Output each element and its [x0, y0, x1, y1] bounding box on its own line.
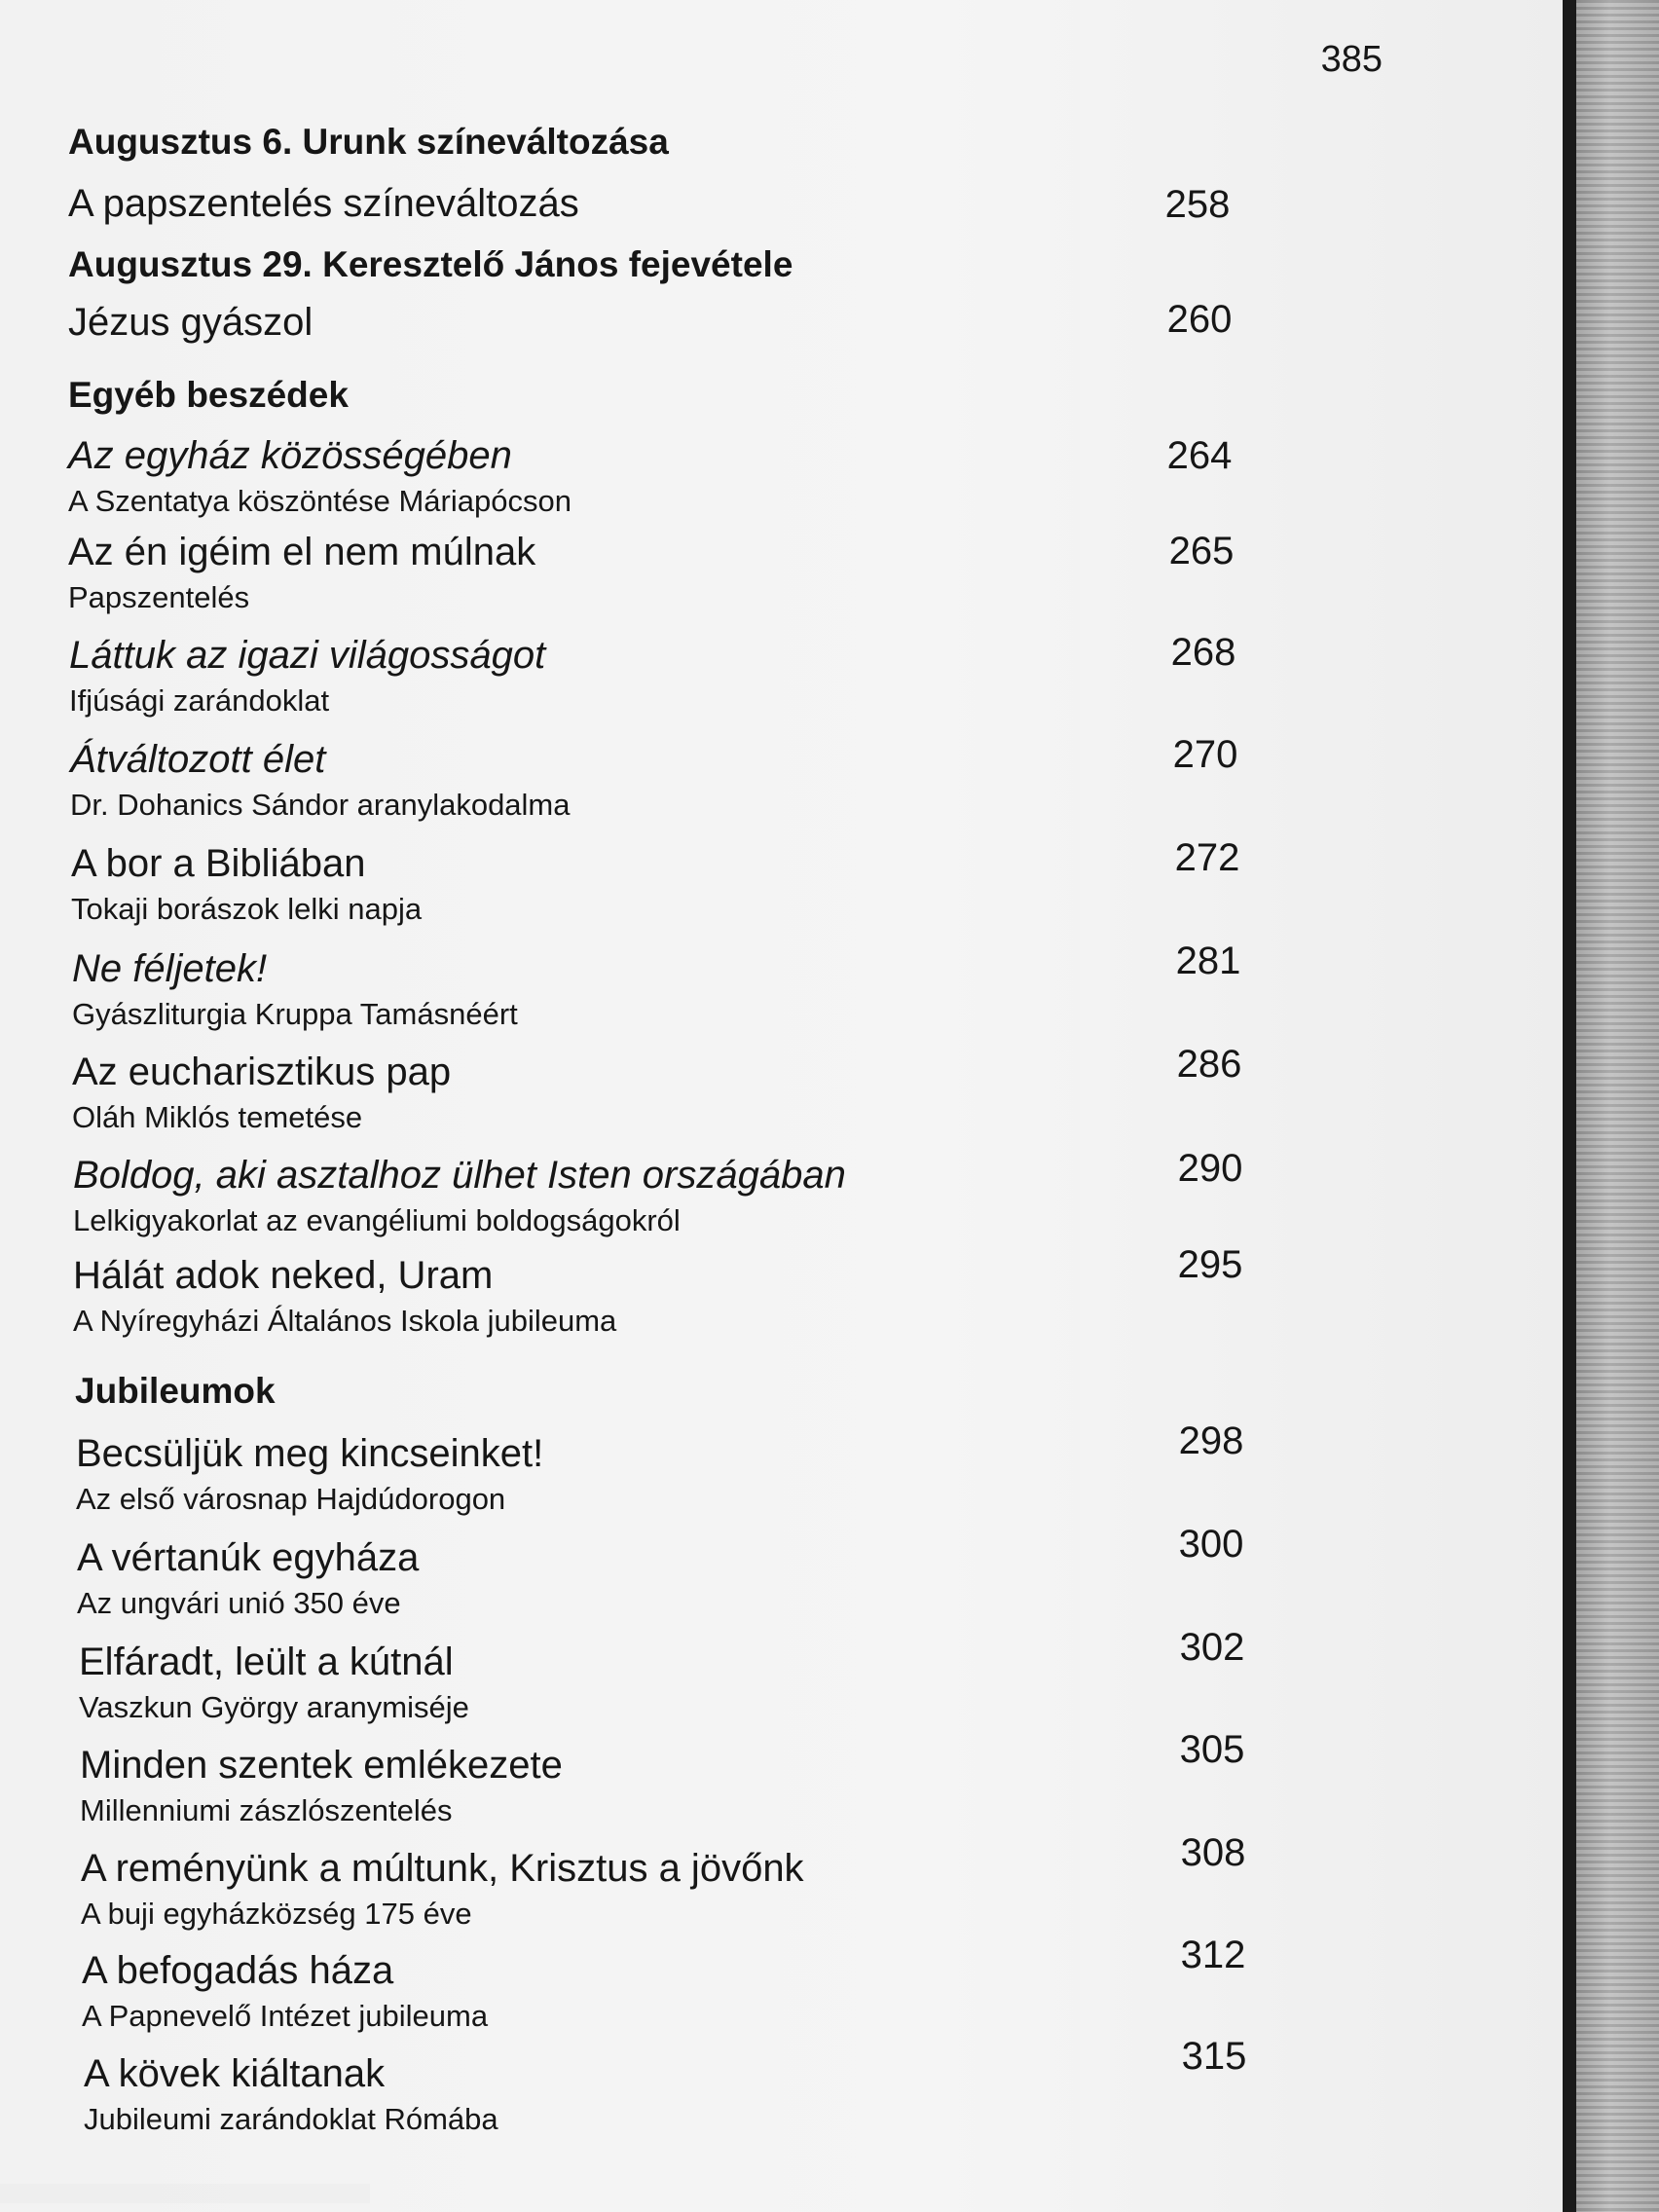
entry-title: Ne féljetek! — [72, 947, 268, 990]
entry-title: A papszentelés színeváltozás — [68, 182, 579, 225]
entry-page: 305 — [1179, 1728, 1245, 1771]
entry-title: Becsüljük meg kincseinket! — [76, 1432, 544, 1475]
entry-title: Boldog, aki asztalhoz ülhet Isten országában — [73, 1154, 846, 1197]
entry-title: A kövek kiáltanak — [84, 2052, 386, 2095]
entry-page: 270 — [1172, 733, 1238, 776]
entry-page: 281 — [1175, 940, 1241, 982]
entry-subtitle: A buji egyházközség 175 éve — [81, 1897, 472, 1931]
entry-title: A bor a Bibliában — [71, 842, 366, 885]
entry-page: 300 — [1178, 1523, 1244, 1566]
entry-title: Hálát adok neked, Uram — [73, 1254, 494, 1297]
entry-title: Láttuk az igazi világosságot — [69, 634, 546, 677]
entry-subtitle: Lelkigyakorlat az evangéliumi boldogságokról — [73, 1203, 681, 1237]
entry-page: 268 — [1170, 631, 1236, 674]
watermark-graphic — [0, 2184, 370, 2203]
entry-subtitle: Jubileumi zarándoklat Rómába — [84, 2102, 498, 2136]
entry-page: 295 — [1177, 1243, 1243, 1286]
entry-page: 312 — [1180, 1934, 1246, 1976]
entry-subtitle: Papszentelés — [68, 580, 250, 614]
book-cover-edge — [1576, 0, 1659, 2212]
entry-page: 272 — [1174, 836, 1240, 879]
entry-title: Elfáradt, leült a kútnál — [79, 1641, 454, 1683]
section-heading-text: Jubileumok — [75, 1371, 276, 1411]
entry-title: Minden szentek emlékezete — [80, 1744, 563, 1787]
entry-subtitle: Az ungvári unió 350 éve — [77, 1586, 401, 1620]
entry-title: A befogadás háza — [82, 1949, 394, 1992]
entry-subtitle: Millenniumi zászlószentelés — [80, 1793, 453, 1827]
entry-subtitle: Oláh Miklós temetése — [72, 1100, 363, 1134]
entry-subtitle: A Szentatya köszöntése Máriapócson — [68, 484, 571, 518]
entry-subtitle: Tokaji borászok lelki napja — [71, 892, 423, 926]
entry-title: Az eucharisztikus pap — [72, 1051, 452, 1093]
entry-page: 265 — [1168, 530, 1235, 572]
entry-subtitle: Az első városnap Hajdúdorogon — [76, 1482, 506, 1516]
entry-page: 298 — [1178, 1419, 1244, 1462]
entry-title: Átváltozott élet — [70, 738, 326, 781]
entry-subtitle: A Papnevelő Intézet jubileuma — [82, 1999, 489, 2033]
page-number: 385 — [1320, 39, 1382, 80]
entry-page: 290 — [1177, 1147, 1243, 1190]
entry-page: 315 — [1181, 2035, 1247, 2078]
entry-title: A vértanúk egyháza — [77, 1536, 420, 1579]
entry-title: Jézus gyászol — [68, 301, 313, 344]
entry-subtitle: Ifjúsági zarándoklat — [69, 683, 330, 718]
section-heading-text: Egyéb beszédek — [68, 375, 349, 415]
entry-subtitle: Gyászliturgia Kruppa Tamásnéért — [72, 997, 518, 1031]
entry-subtitle: A Nyíregyházi Általános Iskola jubileuma — [73, 1304, 617, 1338]
entry-subtitle: Dr. Dohanics Sándor aranylakodalma — [70, 788, 571, 822]
section-heading-text: Augusztus 29. Keresztelő János fejevétele — [68, 244, 793, 284]
section-heading-text: Augusztus 6. Urunk színeváltozása — [68, 122, 669, 162]
entry-title: A reményünk a múltunk, Krisztus a jövőnk — [81, 1847, 804, 1890]
entry-title: Az én igéim el nem múlnak — [68, 531, 536, 573]
entry-subtitle: Vaszkun György aranymiséje — [79, 1690, 469, 1724]
entry-page: 258 — [1164, 183, 1231, 226]
book-spine — [1563, 0, 1576, 2212]
entry-title: Az egyház közösségében — [68, 434, 512, 477]
entry-page: 260 — [1166, 298, 1233, 341]
entry-page: 264 — [1166, 434, 1233, 477]
entry-page: 286 — [1176, 1043, 1242, 1086]
watermark-logo — [0, 2171, 370, 2212]
entry-page: 308 — [1180, 1831, 1246, 1874]
entry-page: 302 — [1179, 1626, 1245, 1669]
